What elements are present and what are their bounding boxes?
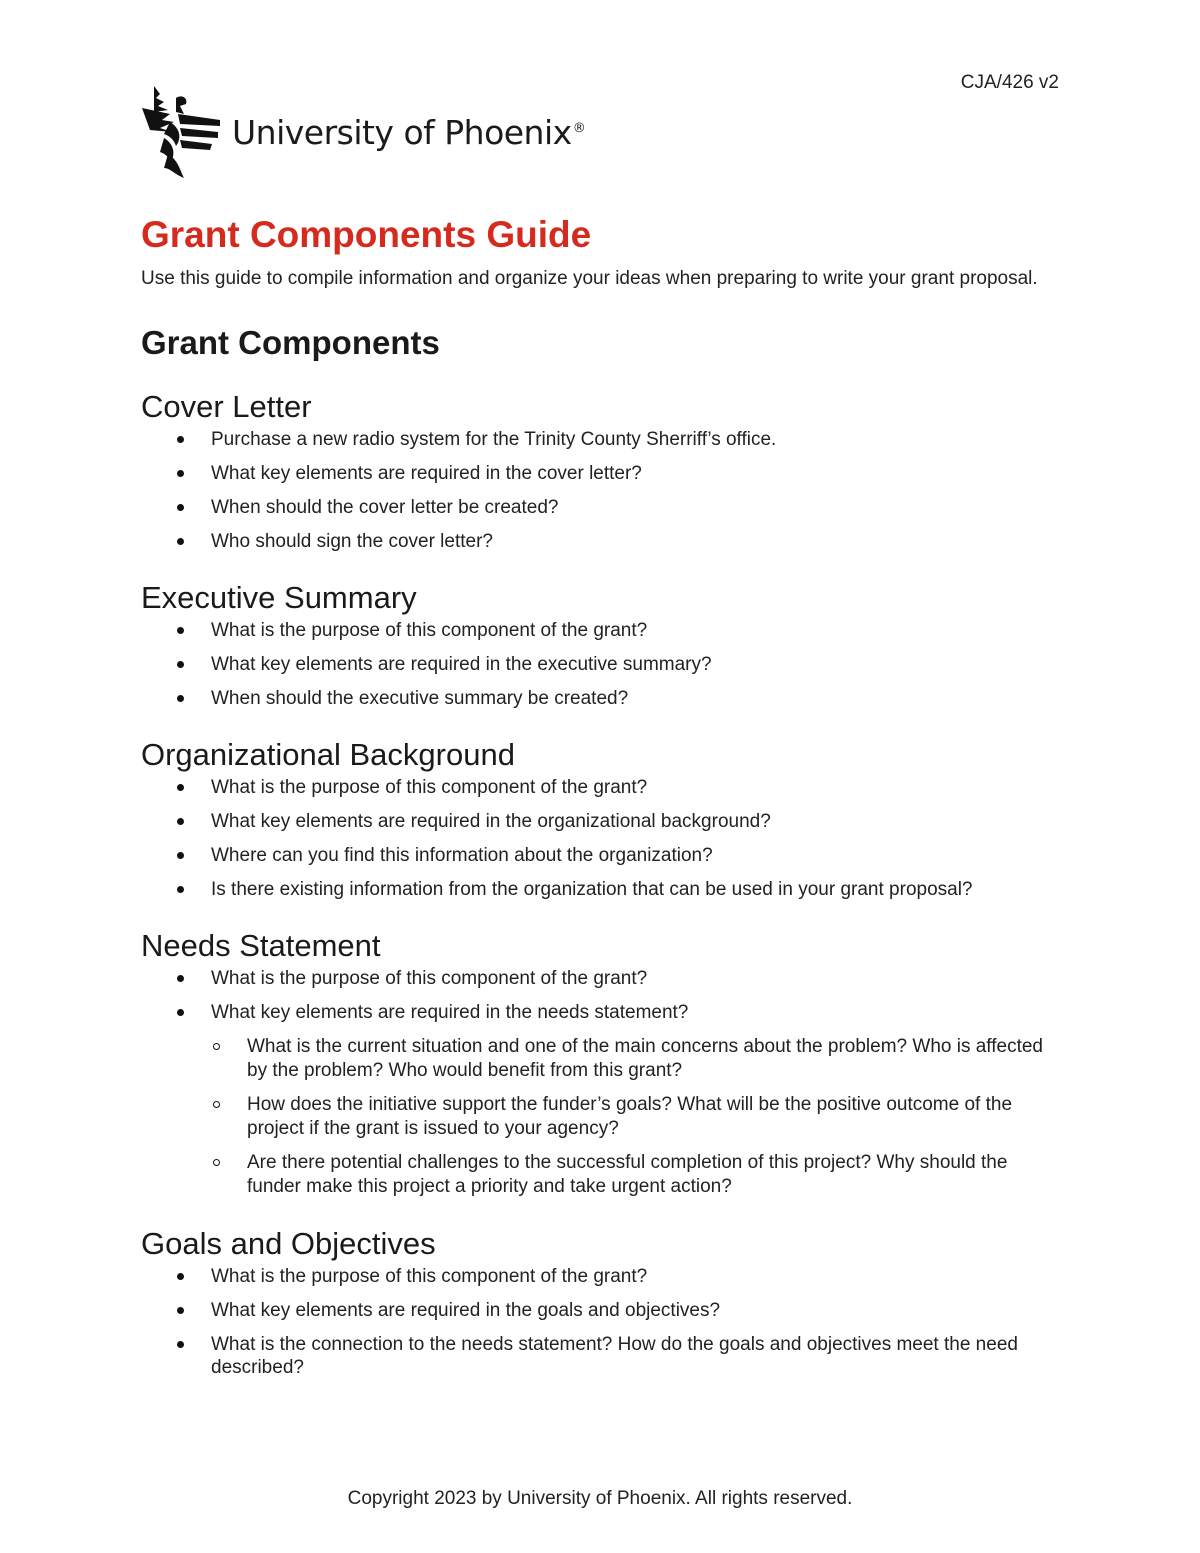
list-item: What is the purpose of this component of the grant? [141,776,1061,799]
bullet-icon [177,1009,184,1016]
list-item: What key elements are required in the organizational background? [141,810,1061,833]
bullet-icon [177,627,184,634]
bullet-icon [177,1273,184,1280]
list-item: Where can you find this information about the organization? [141,844,1061,867]
circle-bullet-icon [213,1101,220,1108]
document-body [141,212,1061,1390]
list-item: What key elements are required in the needs statement? [141,1001,1061,1024]
heading-cover-letter: Cover Letter [141,389,312,424]
sub-list-item: How does the initiative support the funder’s goals? What will be the positive outcome of the project if the grant is issued to your agency? [141,1093,1061,1141]
bullet-icon [177,975,184,982]
goals-objectives-list [141,1265,1061,1379]
bullet-icon [177,695,184,702]
bullet-icon [177,1307,184,1314]
heading-organizational-background: Organizational Background [141,737,515,772]
list-item: When should the executive summary be created? [141,687,1061,710]
needs-statement-sublist [141,1035,1061,1199]
circle-bullet-icon [213,1159,220,1166]
bullet-icon [177,886,184,893]
list-item: What is the purpose of this component of the grant? [141,619,1061,642]
circle-bullet-icon [213,1043,220,1050]
bullet-icon [177,538,184,545]
list-item: What key elements are required in the cover letter? [141,462,1061,485]
heading-needs-statement: Needs Statement [141,928,381,963]
needs-statement-list [141,967,1061,1024]
intro-paragraph: Use this guide to compile information and organize your ideas when preparing to write your grant proposal. [141,268,1038,289]
list-item: When should the cover letter be created? [141,496,1061,519]
list-item: What key elements are required in the executive summary? [141,653,1061,676]
organizational-background-list [141,776,1061,901]
university-logo [140,84,585,180]
heading-goals-objectives: Goals and Objectives [141,1226,436,1261]
list-item: What key elements are required in the goals and objectives? [141,1299,1061,1322]
bullet-icon [177,852,184,859]
document-title: Grant Components Guide [141,214,592,255]
executive-summary-list [141,619,1061,710]
logo-wordmark: University of Phoenix® [232,112,586,152]
list-item: Is there existing information from the organization that can be used in your grant proposal? [141,878,1061,901]
cover-letter-list [141,428,1061,553]
list-item: What is the purpose of this component of the grant? [141,1265,1061,1288]
sub-list-item: Are there potential challenges to the successful completion of this project? Why should the funder make this project a priority and take urgent action? [141,1151,1061,1199]
bullet-icon [177,470,184,477]
list-item: What is the purpose of this component of the grant? [141,967,1061,990]
bullet-icon [177,504,184,511]
bullet-icon [177,1341,184,1348]
bullet-icon [177,661,184,668]
sub-list-item: What is the current situation and one of the main concerns about the problem? Who is affected by the problem? Who would benefit from this grant? [141,1035,1061,1083]
course-code: CJA/426 v2 [960,72,1059,93]
bullet-icon [177,818,184,825]
bullet-icon [177,784,184,791]
bullet-icon [177,436,184,443]
section-heading: Grant Components [141,324,440,361]
list-item: Purchase a new radio system for the Trinity County Sherriff’s office. [141,428,1061,451]
list-item: What is the connection to the needs statement? How do the goals and objectives meet the need described? [141,1333,1061,1379]
copyright-footer: Copyright 2023 by University of Phoenix. All rights reserved. [347,1488,853,1509]
phoenix-bird-icon [140,84,222,180]
heading-executive-summary: Executive Summary [141,580,417,615]
list-item: Who should sign the cover letter? [141,530,1061,553]
